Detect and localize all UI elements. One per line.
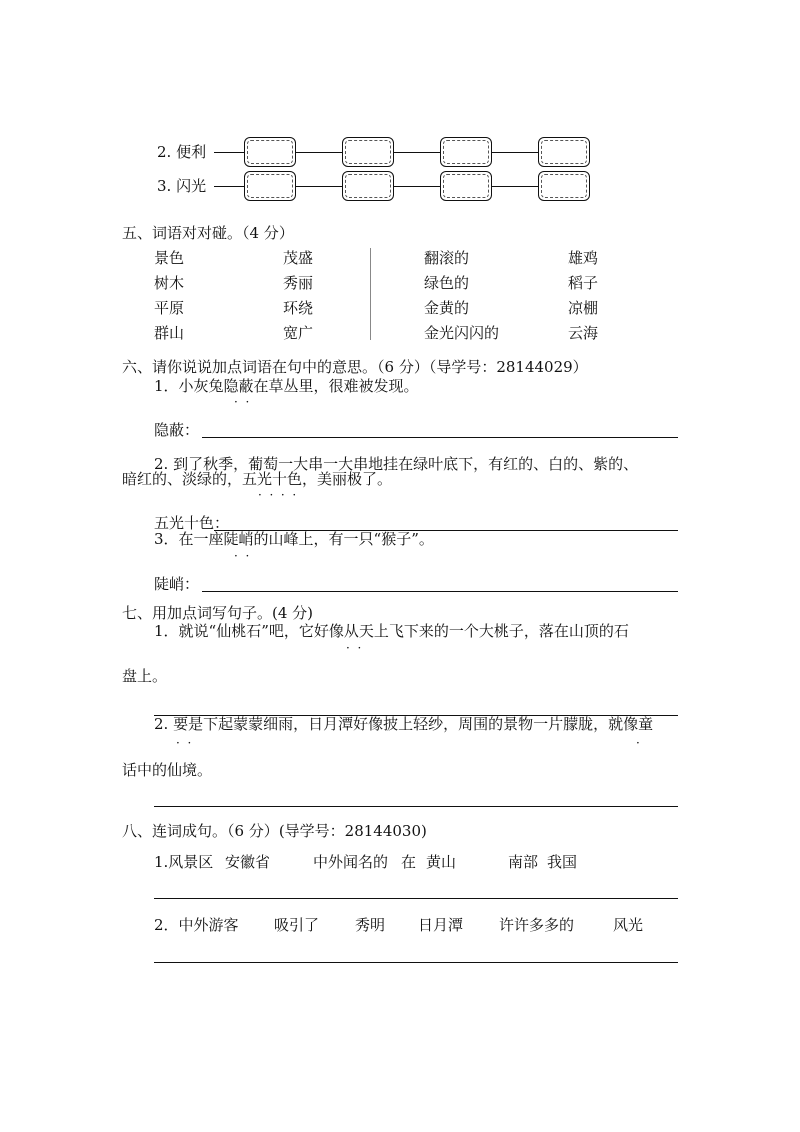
emphasis-dots: · · [176, 736, 192, 750]
match-word[interactable]: 云海 [568, 324, 599, 342]
word-tile: 安徽省 [225, 853, 271, 871]
match-word[interactable]: 群山 [154, 324, 185, 342]
match-word[interactable]: 凉棚 [568, 299, 599, 317]
match-word[interactable]: 翻滚的 [424, 249, 470, 267]
question-6-1: 1．小灰兔隐蔽在草丛里，很难被发现。 [154, 377, 419, 395]
match-word[interactable]: 宽广 [283, 324, 314, 342]
question-6-2-line1: 2. 到了秋季，葡萄一大串一大串地挂在绿叶底下，有红的、白的、紫的、 [154, 455, 639, 473]
word-tile: 吸引了 [274, 916, 320, 934]
answer-box[interactable] [342, 171, 394, 201]
answer-box[interactable] [538, 137, 590, 167]
question-6-2-line2: 暗红的、淡绿的，五光十色，美丽极了。 [122, 470, 393, 488]
chain-connector [492, 152, 538, 153]
word-tile: 2．中外游客 [154, 916, 239, 934]
answer-line[interactable] [202, 437, 678, 438]
answer-line[interactable] [154, 898, 678, 899]
emphasis-dots: · · [234, 395, 250, 409]
match-word[interactable]: 景色 [154, 249, 185, 267]
word-tile: 在 [401, 853, 417, 871]
emphasis-dots: · · · · [258, 488, 297, 502]
question-7-1-line1: 1．就说“仙桃石”吧，它好像从天上飞下来的一个大桃子，落在山顶的石 [154, 622, 629, 640]
answer-box[interactable] [440, 137, 492, 167]
match-word[interactable]: 平原 [154, 299, 185, 317]
question-7-1-line2: 盘上。 [122, 667, 168, 685]
section-8-title: 八、连词成句。（6 分）(导学号：28144030) [122, 822, 427, 840]
answer-box[interactable] [244, 137, 296, 167]
answer-box[interactable] [244, 171, 296, 201]
answer-label-6-2: 五光十色： [154, 514, 230, 532]
word-tile: 我国 [547, 853, 578, 871]
word-tile: 许许多多的 [499, 916, 575, 934]
chain-connector [296, 152, 342, 153]
answer-line[interactable] [154, 806, 678, 807]
emphasis-dots: · · [346, 641, 362, 655]
match-word[interactable]: 秀丽 [283, 274, 314, 292]
answer-box[interactable] [342, 137, 394, 167]
question-7-2-line1: 2. 要是下起蒙蒙细雨，日月潭好像披上轻纱，周围的景物一片朦胧，就像童 [154, 715, 654, 733]
emphasis-dots: · [636, 736, 640, 750]
match-word[interactable]: 金光闪闪的 [424, 324, 500, 342]
answer-line[interactable] [154, 962, 678, 963]
word-tile: 风光 [613, 916, 644, 934]
match-word[interactable]: 茂盛 [283, 249, 314, 267]
answer-label-6-1: 隐蔽： [154, 421, 200, 439]
question-7-2-line2: 话中的仙境。 [122, 761, 213, 779]
chain-connector [214, 186, 244, 187]
match-word[interactable]: 金黄的 [424, 299, 470, 317]
question-6-3: 3．在一座陡峭的山峰上，有一只“猴子”。 [154, 530, 434, 548]
chain-connector [394, 152, 440, 153]
word-tile: 秀明 [355, 916, 386, 934]
answer-box[interactable] [440, 171, 492, 201]
chain-connector [214, 152, 244, 153]
word-tile: 1.风景区 [154, 853, 214, 871]
answer-label-6-3: 陡峭： [154, 575, 200, 593]
word-tile: 黄山 [426, 853, 457, 871]
word-tile: 日月潭 [418, 916, 464, 934]
chain-label-1: 2. 便利 [157, 143, 207, 161]
answer-box[interactable] [538, 171, 590, 201]
match-word[interactable]: 绿色的 [424, 274, 470, 292]
answer-line[interactable] [202, 591, 678, 592]
match-word[interactable]: 树木 [154, 274, 185, 292]
section-6-title: 六、请你说说加点词语在句中的意思。（6 分）（导学号：28144029） [122, 358, 588, 376]
word-tile: 南部 [508, 853, 539, 871]
chain-connector [394, 186, 440, 187]
chain-connector [296, 186, 342, 187]
match-word[interactable]: 稻子 [568, 274, 599, 292]
word-tile: 中外闻名的 [313, 853, 389, 871]
match-word[interactable]: 雄鸡 [568, 249, 599, 267]
column-divider [370, 248, 371, 340]
chain-label-2: 3. 闪光 [157, 177, 207, 195]
section-5-title: 五、词语对对碰。（4 分） [122, 224, 294, 242]
match-word[interactable]: 环绕 [283, 299, 314, 317]
chain-connector [492, 186, 538, 187]
emphasis-dots: · · [234, 549, 250, 563]
section-7-title: 七、用加点词写句子。(4 分) [122, 604, 314, 622]
